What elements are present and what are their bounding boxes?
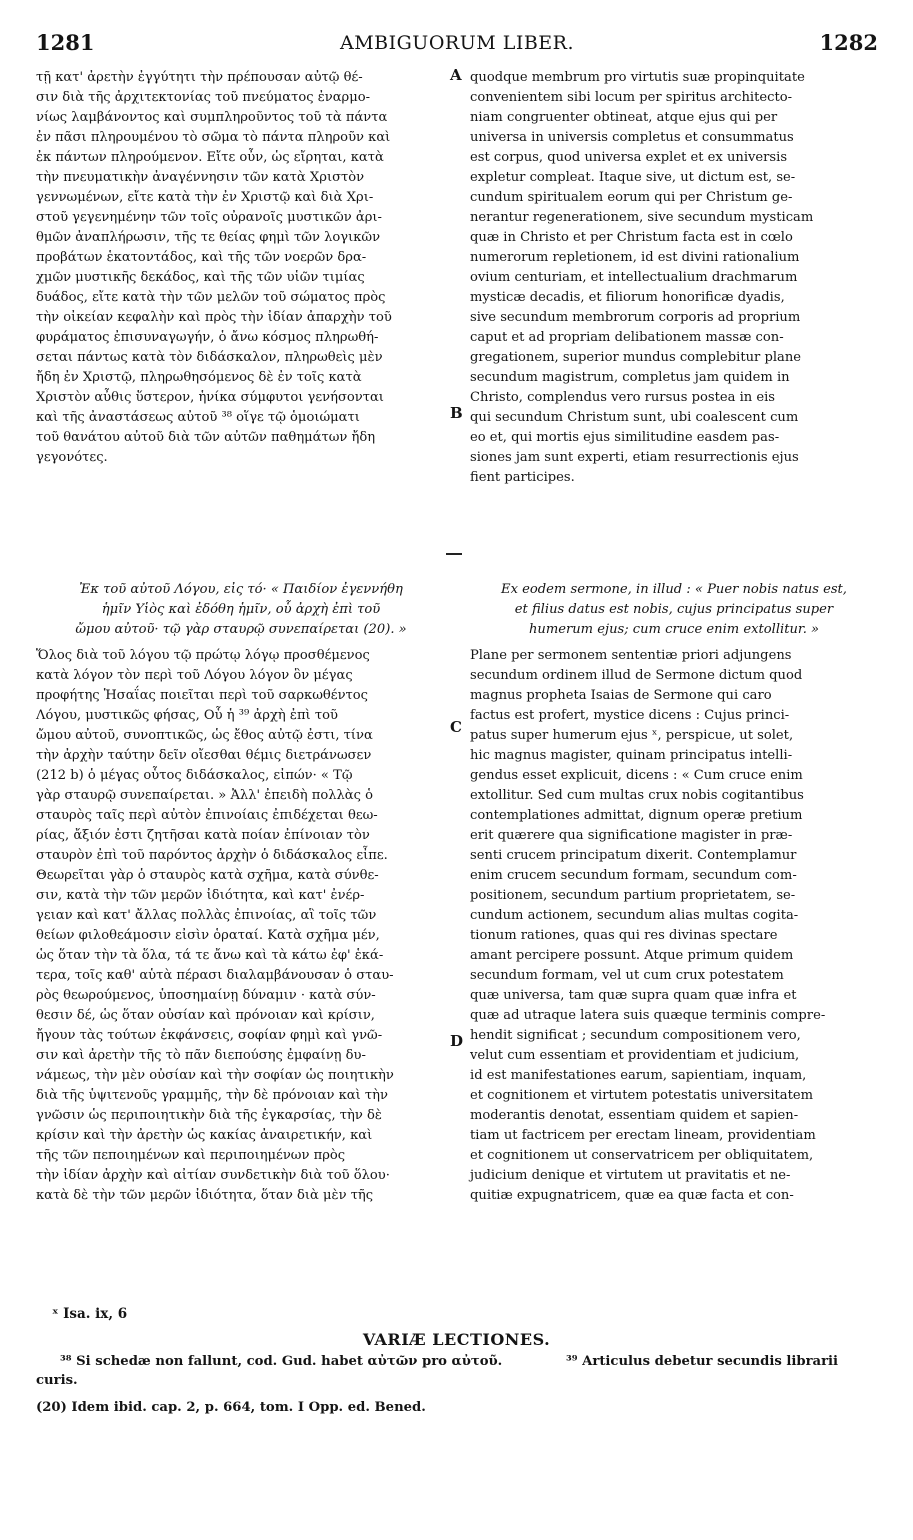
text-line: ὡς ὅταν τὴν τὰ ὅλα, τά τε ἄνω καὶ τὰ κάτω ἐφ' ἑκά- — [36, 948, 384, 963]
text-line: tionum rationes, quas qui res divinas spectare — [470, 928, 778, 943]
text-line: enim crucem secundum formam, secundum com- — [470, 868, 797, 883]
text-line: κατὰ λόγον τὸν περὶ τοῦ Λόγου λόγον ὃν μέγας — [36, 668, 353, 683]
text-line: Ὅλος διὰ τοῦ λόγου τῷ πρώτῳ λόγῳ προσθέμενος — [36, 648, 370, 663]
text-line: κατὰ δὲ τὴν τῶν μερῶν ἰδιότητα, ὅταν διὰ μὲν τῆς — [36, 1188, 374, 1203]
text-line: amant percipere possunt. Atque primum quidem — [470, 948, 794, 963]
text-line: tiam ut factricem per erectam lineam, providentiam — [470, 1128, 816, 1143]
text-line: τῆς τῶν πεποιημένων καὶ περιποιημένων πρὸς — [36, 1148, 346, 1163]
text-line: ρίας, ἄξιόν ἐστι ζητῆσαι κατὰ ποίαν ἐπίνοιαν τὸν — [36, 828, 370, 843]
text-line: quæ universa, tam quæ supra quam quæ infra et — [470, 988, 797, 1003]
text-line: eo et, qui mortis ejus similitudine easdem pas- — [470, 430, 780, 445]
text-line: ἡμῖν Υἱὸς καὶ ἐδόθη ἡμῖν, οὗ ἀρχὴ ἐπὶ τοῦ — [101, 602, 381, 617]
text-line: velut cum essentiam et providentiam et judicium, — [470, 1048, 800, 1063]
text-line: magnus propheta Isaias de Sermone qui caro — [470, 688, 772, 703]
section-marker-b: B — [450, 404, 463, 422]
running-title: AMBIGUORUM LIBER. — [339, 32, 575, 54]
text-line: universa in universis completus et consummatus — [470, 130, 794, 145]
text-line: et cognitionem et virtutem potestatis universitatem — [470, 1088, 814, 1103]
text-line: quodque membrum pro virtutis suæ propinquitate — [470, 70, 805, 85]
text-line: quæ in Christo et per Christum facta est in cœlo — [470, 230, 793, 245]
text-line: κρίσιν καὶ τὴν ἀρετὴν ὡς κακίας ἀναιρετικήν, καὶ — [36, 1128, 373, 1143]
text-line: προβάτων ἑκατοντάδος, καὶ τῆς τῶν νοερῶν δρα- — [36, 250, 367, 265]
text-line: ἤγουν τὰς τούτων ἐκφάνσεις, σοφίαν φημὶ καὶ γνῶ- — [36, 1028, 383, 1043]
text-line: Λόγου, μυστικῶς φήσας, Οὗ ἡ ³⁹ ἀρχὴ ἐπὶ τοῦ — [36, 708, 338, 723]
text-line: quæ ad utraque latera suis quæque terminis compre- — [470, 1008, 826, 1023]
text-line: γὰρ σταυρῷ συνεπαίρεται. » Ἀλλ' ἐπειδὴ πολλὰς ὁ — [36, 788, 374, 803]
text-line: νάμεως, τὴν μὲν οὐσίαν καὶ τὴν σοφίαν ὡς ποιητικὴν — [36, 1068, 394, 1083]
text-line: τὴν ἀρχὴν ταύτην δεῖν οἴεσθαι θέμις διετράνωσεν — [36, 748, 372, 763]
text-line: sive secundum membrorum corporis ad proprium — [470, 310, 801, 325]
text-line: qui secundum Christum sunt, ubi coalescent cum — [470, 410, 799, 425]
text-line: erit quærere qua significatione magister in præ- — [470, 828, 793, 843]
text-line: σεται πάντως κατὰ τὸν διδάσκαλον, πληρωθεὶς μὲν — [36, 350, 383, 365]
text-line: προφήτης Ἡσαΐας ποιεῖται περὶ τοῦ σαρκωθέντος — [36, 688, 369, 703]
text-line: Χριστὸν αὖθις ὕστερον, ἡνίκα σύμφυτοι γενήσονται — [36, 390, 384, 405]
text-line: patus super humerum ejus ˣ, perspicue, ut solet, — [470, 728, 794, 743]
latin-column-body — [470, 646, 878, 1206]
page-number-left: 1281 — [36, 30, 95, 55]
variant-note-39: ³⁹ Articulus debetur secundis librarii — [566, 1354, 839, 1369]
text-line: Christo, complendus vero rursus postea in eis — [470, 390, 776, 405]
scripture-footnote: ˣ Isa. ix, 6 — [52, 1306, 128, 1322]
text-line: cundum spiritualem eorum qui per Christum ge- — [470, 190, 793, 205]
text-line: extollitur. Sed cum multas crux nobis cogitantibus — [470, 788, 804, 803]
text-line: humerum ejus; cum cruce enim extollitur. » — [528, 622, 820, 637]
text-line: id est manifestationes earum, sapientiam, inquam, — [470, 1068, 807, 1083]
greek-section-title — [36, 580, 446, 640]
text-line: secundum formam, vel ut cum crux potestatem — [470, 968, 784, 983]
text-line: καὶ τῆς ἀναστάσεως αὐτοῦ ³⁸ οἵγε τῷ ὁμοιώματι — [36, 410, 360, 425]
text-line: mysticæ decadis, et filiorum honorificæ dyadis, — [470, 290, 785, 305]
text-line: numerorum repletionem, id est divini rationalium — [470, 250, 800, 265]
text-line: θμῶν ἀναπλήρωσιν, τῆς τε θείας φημὶ τῶν λογικῶν — [36, 230, 381, 245]
text-line: τοῦ θανάτου αὐτοῦ διὰ τῶν αὐτῶν παθημάτων ἤδη — [36, 430, 376, 445]
text-line: τὴν ἰδίαν ἀρχὴν καὶ αἰτίαν συνδετικὴν διὰ τοῦ ὅλου· — [36, 1168, 390, 1183]
text-line: τὴν πνευματικὴν ἀναγέννησιν τῶν κατὰ Χριστὸν — [36, 170, 365, 185]
text-line: σιν διὰ τῆς ἀρχιτεκτονίας τοῦ πνεύματος ἐναρμο- — [36, 90, 371, 105]
text-line: niam congruenter obtineat, atque ejus qui per — [470, 110, 778, 125]
text-line: σιν καὶ ἀρετὴν τῆς τὸ πᾶν διεπούσης ἐμφαίνῃ δυ- — [36, 1048, 366, 1063]
text-line: φυράματος ἐπισυναγωγήν, ὁ ἄνω κόσμος πληρωθή- — [36, 330, 379, 345]
text-line: caput et ad propriam delibationem massæ con- — [470, 330, 784, 345]
text-line: ὤμου αὐτοῦ, συνοπτικῶς, ὡς ἔθος αὐτῷ ἐστι, τίνα — [36, 728, 373, 743]
section-marker-d: D — [450, 1032, 464, 1050]
text-line: expletur compleat. Itaque sive, ut dictum est, se- — [470, 170, 796, 185]
text-line: τῇ κατ' ἀρετὴν ἐγγύτητι τὴν πρέπουσαν αὐτῷ θέ- — [36, 70, 363, 85]
greek-column-top — [36, 68, 446, 468]
text-line: est corpus, quod universa explet et ex universis — [470, 150, 788, 165]
text-line: (212 b) ὁ μέγας οὗτος διδάσκαλος, εἰπών· « Τῷ — [36, 768, 353, 783]
text-line: γειαν καὶ κατ' ἄλλας πολλὰς ἐπινοίας, αἳ τοῖς τῶν — [36, 908, 377, 923]
text-line: Plane per sermonem sententiæ priori adjungens — [470, 648, 792, 663]
text-line: ὤμου αὐτοῦ· τῷ γὰρ σταυρῷ συνεπαίρεται (20). » — [75, 622, 407, 637]
text-line: ovium centuriam, et intellectualium drachmarum — [470, 270, 798, 285]
text-line: ἤδη ἐν Χριστῷ, πληρωθησόμενος δὲ ἐν τοῖς κατὰ — [36, 370, 362, 385]
text-line: θεσιν δέ, ὡς ὅταν οὐσίαν καὶ πρόνοιαν καὶ κρίσιν, — [36, 1008, 375, 1023]
text-line: judicium denique et virtutem ut pravitatis et ne- — [470, 1168, 791, 1183]
text-line: et filius datus est nobis, cujus principatus super — [514, 602, 834, 617]
text-line: θείων φιλοθεάμοσιν εἰσὶν ὁραταί. Κατὰ σχῆμα μέν, — [36, 928, 380, 943]
text-line: nerantur regenerationem, sive secundum mysticam — [470, 210, 814, 225]
variant-note-20: (20) Idem ibid. cap. 2, p. 664, tom. I Opp. ed. Bened. — [36, 1400, 426, 1415]
text-line: σταυρὸν ἐπὶ τοῦ παρόντος ἀρχὴν ὁ διδάσκαλος εἶπε. — [36, 848, 388, 863]
text-line: διὰ τῆς ὑψιτενοῦς γραμμῆς, τὴν δὲ πρόνοιαν καὶ τὴν — [36, 1088, 388, 1103]
text-line: τερα, τοῖς καθ' αὑτὰ πέρασι διαλαμβάνουσαν ὁ σταυ- — [36, 968, 394, 983]
text-line: σιν, κατὰ τὴν τῶν μερῶν ἰδιότητα, καὶ κατ' ἐνέρ- — [36, 888, 365, 903]
text-line: Ἐκ τοῦ αὐτοῦ Λόγου, εἰς τό· « Παιδίον ἐγεννήθη — [79, 582, 403, 597]
text-line: fient participes. — [470, 470, 575, 485]
text-line: gendus esset explicuit, dicens : « Cum cruce enim — [470, 768, 803, 783]
text-line: γεννωμένων, εἴτε κατὰ τὴν ἐν Χριστῷ καὶ διὰ Χρι- — [36, 190, 374, 205]
text-line: χμῶν μυστικῆς δεκάδος, καὶ τῆς τῶν υἱῶν τιμίας — [36, 270, 365, 285]
latin-section-title — [470, 580, 878, 640]
running-header — [36, 30, 878, 56]
page-number-right: 1282 — [819, 30, 878, 55]
text-line: σταυρὸς ταῖς περὶ αὐτὸν ἐπινοίαις ἐπιδέχεται θεω- — [36, 808, 378, 823]
text-line: siones jam sunt experti, etiam resurrectionis ejus — [470, 450, 799, 465]
section-separator — [446, 553, 462, 555]
variant-note-38: ³⁸ Si schedæ non fallunt, cod. Gud. habet αὐτῶν pro αὐτοῦ. — [60, 1354, 503, 1369]
text-line: Ex eodem sermone, in illud : « Puer nobis natus est, — [501, 582, 847, 597]
text-line: convenientem sibi locum per spiritus architecto- — [470, 90, 793, 105]
text-line: cundum actionem, secundum alias multas cogita- — [470, 908, 799, 923]
variant-note-38-continued: curis. — [36, 1373, 78, 1388]
latin-column-top — [470, 68, 878, 488]
text-line: γνῶσιν ὡς περιποιητικὴν διὰ τῆς ἐγκαρσίας, τὴν δὲ — [36, 1108, 382, 1123]
text-line: hendit significat ; secundum compositionem vero, — [470, 1028, 801, 1043]
text-line: contemplationes admittat, dignum operæ pretium — [470, 808, 803, 823]
text-line: positionem, secundum partium proprietatem, se- — [470, 888, 796, 903]
text-line: Θεωρεῖται γὰρ ὁ σταυρὸς κατὰ σχῆμα, κατὰ σύνθε- — [36, 868, 379, 883]
section-marker-c: C — [450, 718, 462, 736]
variae-lectiones-title: VARIÆ LECTIONES. — [362, 1330, 551, 1349]
text-line: secundum magistrum, completus jam quidem in — [470, 370, 790, 385]
text-line: δυάδος, εἴτε κατὰ τὴν τῶν μελῶν τοῦ σώματος πρὸς — [36, 290, 386, 305]
text-line: moderantis denotat, essentiam quidem et sapien- — [470, 1108, 799, 1123]
text-line: νίως λαμβάνοντος καὶ συμπληροῦντος τοῦ τὰ πάντα — [36, 110, 388, 125]
text-line: ἐν πᾶσι πληρουμένου τὸ σῶμα τὸ πάντα πληροῦν καὶ — [36, 130, 391, 145]
text-line: τὴν οἰκείαν κεφαλὴν καὶ πρὸς τὴν ἰδίαν ἀπαρχὴν τοῦ — [36, 310, 392, 325]
text-line: factus est profert, mystice dicens : Cujus princi- — [470, 708, 790, 723]
text-line: ἐκ πάντων πληρούμενον. Εἴτε οὖν, ὡς εἴρηται, κατὰ — [36, 150, 384, 165]
text-line: ρὸς θεωρούμενος, ὑποσημαίνῃ δύναμιν · κατὰ σύν- — [36, 988, 376, 1003]
greek-column-body — [36, 646, 446, 1206]
text-line: senti crucem principatum dixerit. Contemplamur — [470, 848, 797, 863]
text-line: στοῦ γεγενημένην τῶν τοῖς οὐρανοῖς μυστικῶν ἀρι- — [36, 210, 382, 225]
section-marker-a: A — [450, 66, 462, 84]
text-line: secundum ordinem illud de Sermone dictum quod — [470, 668, 803, 683]
text-line: et cognitionem ut conservatricem per obliquitatem, — [470, 1148, 814, 1163]
text-line: hic magnus magister, quinam principatus intelli- — [470, 748, 793, 763]
text-line: quitiæ expugnatricem, quæ ea quæ facta et con- — [470, 1188, 794, 1203]
text-line: gregationem, superior mundus complebitur plane — [470, 350, 802, 365]
text-line: γεγονότες. — [36, 450, 108, 465]
